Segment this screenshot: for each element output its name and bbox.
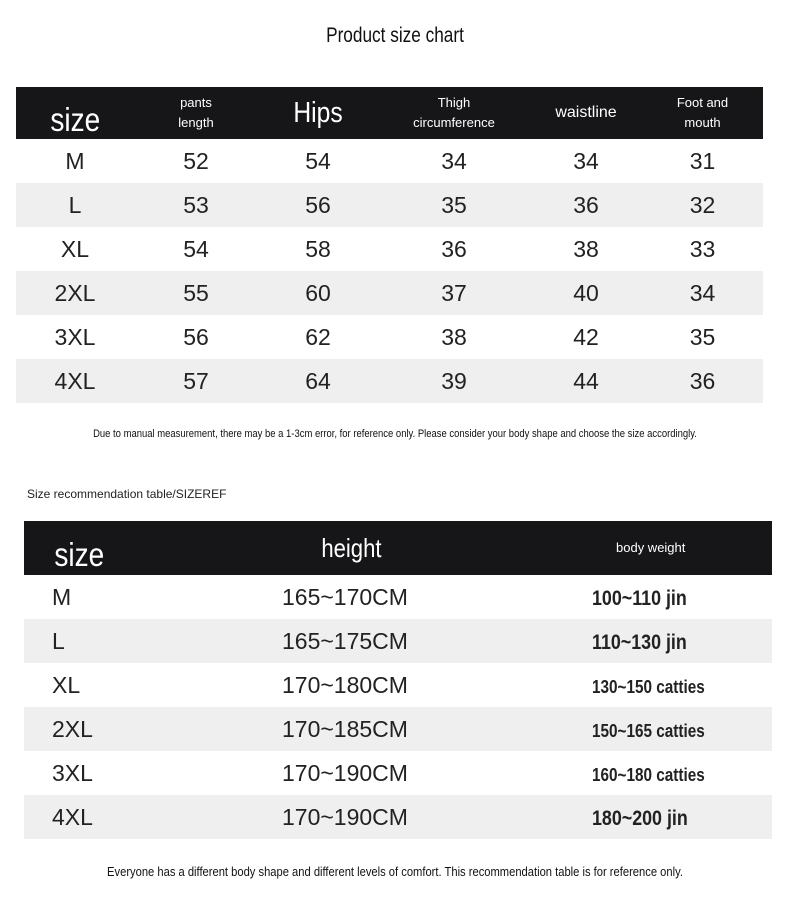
cell-pants-length: 57 [183,367,209,394]
body-weight-value: 180~200 jin [592,806,688,830]
cell-hips: 60 [305,279,331,306]
cell-height: 170~185CM [282,715,408,742]
cell-foot-mouth: 35 [689,323,716,350]
cell-size: L [52,627,65,654]
cell-hips: 56 [305,191,331,218]
cell-waistline: 38 [573,235,599,262]
cell-pants-length: 52 [183,147,209,174]
cell-thigh: 38 [441,323,467,350]
recommendation-note: Everyone has a different body shape and different levels of comfort. This recommendation table is for reference only. [107,864,683,879]
cell-height: 170~180CM [282,671,408,698]
header-hips: Hips [293,96,343,129]
cell-body-weight [572,663,772,707]
cell-thigh: 39 [441,367,467,394]
header-height: height [321,532,382,563]
cell-height: 165~175CM [282,627,408,654]
table-row [24,795,772,839]
cell-pants-length: 55 [183,279,209,306]
cell-waistline: 36 [573,191,599,218]
cell-body-weight [572,575,772,619]
header-waistline: waistline [555,104,617,121]
cell-size: 2XL [52,715,93,742]
page-title: Product size chart [326,24,464,47]
cell-foot-mouth: 33 [689,235,716,262]
cell-size: 3XL [54,323,96,350]
measurement-note: Due to manual measurement, there may be a 1-3cm error, for reference only. Please consider your body shape and choose the size accordingly. [93,428,697,440]
cell-hips: 64 [305,367,331,394]
cell-size: XL [52,671,81,698]
cell-height: 170~190CM [282,759,408,786]
body-weight-value: 160~180 catties [592,764,705,785]
table-header-row [16,87,763,139]
table-row [16,139,763,183]
cell-foot-mouth: 32 [689,191,716,218]
size-chart-table [16,87,763,403]
cell-foot-mouth: 31 [689,147,716,174]
cell-waistline: 44 [573,367,599,394]
header-body-weight: body weight [616,540,686,555]
cell-size: M [65,147,85,174]
table-row [24,575,772,619]
table-row [16,227,763,271]
cell-size: 2XL [54,279,96,306]
body-weight-value: 150~165 catties [592,720,705,741]
cell-body-weight [572,795,772,839]
cell-size: 4XL [54,367,96,394]
header-size: size [50,101,100,138]
cell-foot-mouth: 36 [689,367,716,394]
body-weight-value: 110~130 jin [592,630,687,654]
cell-size: M [52,583,72,610]
table-row [16,183,763,227]
table-row [16,271,763,315]
cell-hips: 58 [305,235,331,262]
cell-hips: 54 [305,147,331,174]
cell-thigh: 37 [441,279,467,306]
cell-pants-length: 54 [183,235,209,262]
cell-waistline: 34 [573,147,599,174]
cell-waistline: 42 [573,323,599,350]
cell-pants-length: 53 [183,191,209,218]
header-foot-mouth: Foot and mouth [676,95,729,130]
cell-size: 4XL [52,803,93,830]
cell-height: 170~190CM [282,803,408,830]
cell-thigh: 36 [441,235,467,262]
table-row [16,315,763,359]
cell-size: 3XL [52,759,93,786]
cell-height: 165~170CM [282,583,408,610]
table-row [24,707,772,751]
header-size: size [54,536,105,573]
table-header-row [24,521,772,575]
cell-body-weight [572,619,772,663]
cell-thigh: 35 [441,191,467,218]
cell-hips: 62 [305,323,331,350]
table-row [24,663,772,707]
table-row [24,619,772,663]
cell-body-weight [572,751,772,795]
cell-thigh: 34 [441,147,467,174]
cell-body-weight [572,707,772,751]
cell-size: XL [60,235,90,262]
header-pants-length: pants length [178,95,214,130]
table-row [24,751,772,795]
body-weight-value: 130~150 catties [592,676,705,697]
cell-foot-mouth: 34 [689,279,716,306]
cell-size: L [68,191,82,218]
cell-waistline: 40 [573,279,599,306]
body-weight-value: 100~110 jin [592,586,687,610]
cell-pants-length: 56 [183,323,209,350]
recommendation-title: Size recommendation table/SIZEREF [27,487,227,501]
table-row [16,359,763,403]
size-recommendation-table [24,521,772,839]
header-thigh: Thigh circumference [413,95,495,130]
